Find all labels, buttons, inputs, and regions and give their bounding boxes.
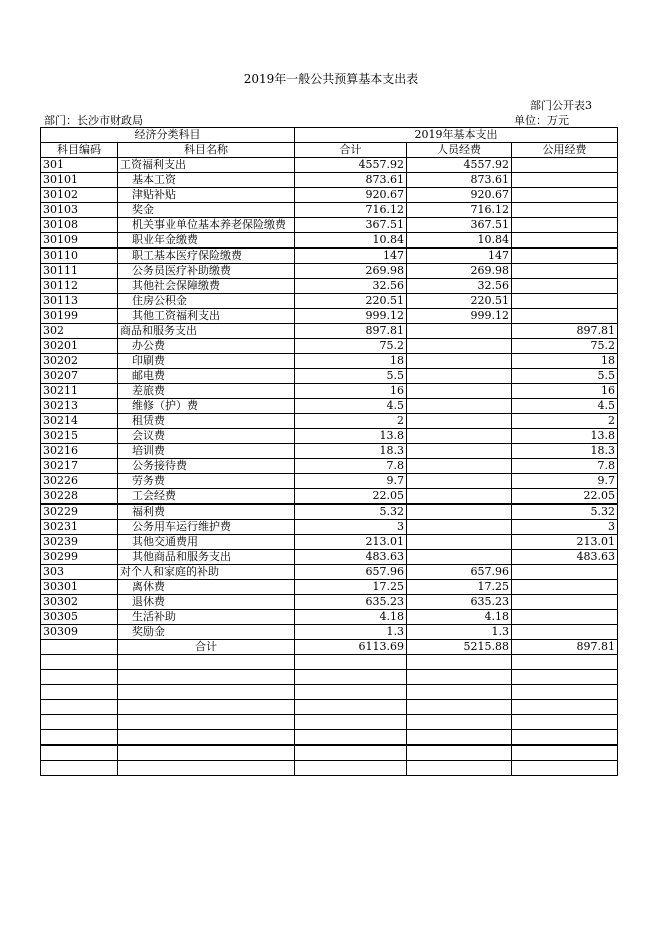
cell-public [512,158,618,173]
cell-name: 生活补助 [118,610,295,625]
cell-total: 18 [295,354,407,369]
cell-name: 印刷费 [118,354,295,369]
table-row [41,324,618,339]
cell-public [512,595,618,610]
cell-code: 30201 [41,339,118,354]
cell-personnel: 269.98 [407,264,512,279]
cell-total: 3 [295,520,407,535]
empty-cell [295,745,407,761]
empty-cell [295,670,407,685]
empty-cell [41,700,118,715]
cell-code: 30111 [41,264,118,279]
header-name: 科目名称 [118,143,295,158]
cell-code: 30239 [41,535,118,550]
cell-code: 30228 [41,489,118,505]
cell-code: 302 [41,324,118,339]
cell-name: 公务接待费 [118,459,295,474]
table-row [41,414,618,429]
cell-code: 30101 [41,173,118,188]
cell-personnel [407,339,512,354]
empty-cell [118,745,295,761]
empty-cell [118,715,295,730]
cell-total: 5.5 [295,369,407,384]
cell-personnel [407,399,512,414]
cell-personnel [407,414,512,429]
empty-cell [295,685,407,700]
cell-name: 邮电费 [118,369,295,384]
empty-cell [407,700,512,715]
cell-personnel [407,429,512,444]
header-group-row [41,128,618,143]
cell-code: 30309 [41,625,118,640]
summary-row [41,640,618,655]
empty-cell [41,685,118,700]
cell-total: 10.84 [295,233,407,249]
table-row [41,203,618,218]
cell-name: 会议费 [118,429,295,444]
cell-name: 津贴补贴 [118,188,295,203]
cell-personnel [407,444,512,459]
empty-cell [512,745,618,761]
table-row [41,369,618,384]
cell-name: 公务用车运行维护费 [118,520,295,535]
cell-public: 4.5 [512,399,618,414]
header-code: 科目编码 [41,143,118,158]
cell-total: 5.32 [295,504,407,520]
empty-cell [407,655,512,670]
cell-personnel: 657.96 [407,565,512,580]
cell-code: 30113 [41,294,118,309]
cell-name: 住房公积金 [118,294,295,309]
cell-code: 30214 [41,414,118,429]
cell-personnel [407,489,512,505]
cell-public [512,203,618,218]
cell-personnel: 4557.92 [407,158,512,173]
cell-personnel: 367.51 [407,218,512,233]
empty-cell [407,670,512,685]
cell-code: 30299 [41,550,118,565]
cell-total: 16 [295,384,407,399]
empty-cell [295,655,407,670]
cell-public [512,625,618,640]
cell-name: 对个人和家庭的补助 [118,565,295,580]
table-row [41,535,618,550]
empty-cell [512,730,618,746]
table-row [41,429,618,444]
cell-name: 租赁费 [118,414,295,429]
cell-public [512,294,618,309]
table-row [41,550,618,565]
table-row [41,309,618,324]
cell-public [512,233,618,249]
cell-public: 5.32 [512,504,618,520]
table-row [41,248,618,264]
empty-cell [118,670,295,685]
cell-total: 367.51 [295,218,407,233]
cell-public: 9.7 [512,474,618,489]
header-group-right: 2019年基本支出 [295,128,618,143]
summary-label: 合计 [118,640,295,655]
cell-name: 公务员医疗补助缴费 [118,264,295,279]
cell-code: 30103 [41,203,118,218]
cell-total: 897.81 [295,324,407,339]
cell-name: 奖金 [118,203,295,218]
cell-personnel: 147 [407,248,512,264]
empty-cell [512,715,618,730]
department-label: 部门：长沙市财政局 [44,114,143,127]
cell-public: 897.81 [512,324,618,339]
empty-cell [118,700,295,715]
cell-name: 机关事业单位基本养老保险缴费 [118,218,295,233]
cell-total: 213.01 [295,535,407,550]
cell-personnel: 220.51 [407,294,512,309]
cell-total: 1.3 [295,625,407,640]
cell-personnel [407,504,512,520]
empty-cell [118,655,295,670]
cell-public [512,565,618,580]
cell-total: 75.2 [295,339,407,354]
cell-name: 维修（护）费 [118,399,295,414]
empty-cell [407,730,512,746]
cell-total: 999.12 [295,309,407,324]
form-number: 部门公开表3 [530,99,592,112]
empty-cell [41,715,118,730]
summary-public: 897.81 [512,640,618,655]
empty-cell [295,730,407,746]
cell-name: 其他交通费用 [118,535,295,550]
cell-total: 2 [295,414,407,429]
cell-total: 13.8 [295,429,407,444]
cell-personnel [407,369,512,384]
report-title: 2019年一般公共预算基本支出表 [243,72,419,86]
cell-code: 30108 [41,218,118,233]
empty-row [41,730,618,746]
cell-code: 301 [41,158,118,173]
table-row [41,520,618,535]
header-column-row [41,143,618,158]
cell-personnel [407,474,512,489]
empty-row [41,670,618,685]
cell-total: 635.23 [295,595,407,610]
table-row [41,399,618,414]
empty-row [41,715,618,730]
header-group-left: 经济分类科目 [41,128,295,143]
table-row [41,474,618,489]
empty-row [41,685,618,700]
cell-total: 22.05 [295,489,407,505]
table-row [41,384,618,399]
cell-name: 其他商品和服务支出 [118,550,295,565]
table-row [41,565,618,580]
cell-public: 213.01 [512,535,618,550]
cell-code: 30109 [41,233,118,249]
cell-personnel: 716.12 [407,203,512,218]
cell-code: 30110 [41,248,118,264]
cell-name: 差旅费 [118,384,295,399]
table-row [41,218,618,233]
cell-personnel: 999.12 [407,309,512,324]
empty-cell [41,730,118,746]
cell-public: 75.2 [512,339,618,354]
cell-personnel: 4.18 [407,610,512,625]
cell-public: 7.8 [512,459,618,474]
header-total: 合计 [295,143,407,158]
cell-public [512,309,618,324]
cell-public: 18.3 [512,444,618,459]
cell-personnel: 32.56 [407,279,512,294]
table-row [41,339,618,354]
table-row [41,173,618,188]
cell-code: 30112 [41,279,118,294]
empty-cell [407,685,512,700]
cell-total: 716.12 [295,203,407,218]
cell-name: 职工基本医疗保险缴费 [118,248,295,264]
cell-name: 劳务费 [118,474,295,489]
cell-public [512,173,618,188]
empty-cell [41,745,118,761]
cell-total: 32.56 [295,279,407,294]
cell-personnel: 10.84 [407,233,512,249]
cell-code: 30229 [41,504,118,520]
header-public: 公用经费 [512,143,618,158]
cell-public [512,248,618,264]
empty-cell [41,761,118,776]
cell-total: 4.5 [295,399,407,414]
cell-public: 13.8 [512,429,618,444]
cell-personnel [407,384,512,399]
cell-code: 30301 [41,580,118,595]
table-row [41,504,618,520]
cell-personnel [407,459,512,474]
empty-cell [407,761,512,776]
empty-cell [295,715,407,730]
empty-cell [407,745,512,761]
cell-total: 873.61 [295,173,407,188]
table-row [41,580,618,595]
empty-cell [407,715,512,730]
table-row [41,233,618,249]
table-row [41,294,618,309]
summary-total: 6113.69 [295,640,407,655]
empty-cell [118,730,295,746]
table-row [41,188,618,203]
table-row [41,595,618,610]
cell-total: 657.96 [295,565,407,580]
empty-row [41,761,618,776]
empty-row [41,745,618,761]
cell-name: 其他工资福利支出 [118,309,295,324]
cell-public: 18 [512,354,618,369]
cell-public: 22.05 [512,489,618,505]
cell-code: 30305 [41,610,118,625]
cell-personnel [407,324,512,339]
table-row [41,610,618,625]
cell-total: 483.63 [295,550,407,565]
cell-name: 工会经费 [118,489,295,505]
cell-total: 920.67 [295,188,407,203]
expenditure-table [40,127,618,776]
table-row [41,158,618,173]
table-row [41,264,618,279]
header-personnel: 人员经费 [407,143,512,158]
cell-code: 30215 [41,429,118,444]
cell-code: 30226 [41,474,118,489]
cell-code: 30213 [41,399,118,414]
empty-cell [295,700,407,715]
cell-name: 福利费 [118,504,295,520]
empty-cell [512,655,618,670]
empty-cell [118,685,295,700]
cell-code: 30302 [41,595,118,610]
cell-name: 办公费 [118,339,295,354]
empty-cell [512,761,618,776]
cell-personnel: 1.3 [407,625,512,640]
summary-code [41,640,118,655]
cell-public: 483.63 [512,550,618,565]
cell-code: 30217 [41,459,118,474]
cell-public [512,580,618,595]
table-row [41,625,618,640]
cell-personnel: 17.25 [407,580,512,595]
cell-personnel: 920.67 [407,188,512,203]
empty-cell [118,761,295,776]
cell-public [512,218,618,233]
cell-public: 16 [512,384,618,399]
cell-code: 30199 [41,309,118,324]
cell-personnel: 873.61 [407,173,512,188]
empty-cell [512,700,618,715]
cell-total: 18.3 [295,444,407,459]
cell-total: 7.8 [295,459,407,474]
cell-public [512,610,618,625]
cell-public: 2 [512,414,618,429]
cell-code: 303 [41,565,118,580]
cell-name: 培训费 [118,444,295,459]
cell-total: 147 [295,248,407,264]
cell-total: 4557.92 [295,158,407,173]
cell-code: 30207 [41,369,118,384]
empty-cell [295,761,407,776]
table-row [41,459,618,474]
cell-name: 其他社会保障缴费 [118,279,295,294]
empty-cell [512,685,618,700]
cell-total: 9.7 [295,474,407,489]
cell-code: 30202 [41,354,118,369]
cell-name: 商品和服务支出 [118,324,295,339]
empty-row [41,700,618,715]
empty-cell [41,670,118,685]
empty-row [41,655,618,670]
cell-total: 269.98 [295,264,407,279]
cell-public [512,188,618,203]
cell-personnel [407,535,512,550]
cell-public [512,264,618,279]
cell-name: 退休费 [118,595,295,610]
cell-code: 30102 [41,188,118,203]
cell-code: 30216 [41,444,118,459]
cell-total: 17.25 [295,580,407,595]
table-row [41,354,618,369]
table-row [41,444,618,459]
cell-name: 基本工资 [118,173,295,188]
empty-cell [41,655,118,670]
cell-name: 离休费 [118,580,295,595]
cell-code: 30211 [41,384,118,399]
cell-code: 30231 [41,520,118,535]
cell-name: 工资福利支出 [118,158,295,173]
summary-personnel: 5215.88 [407,640,512,655]
cell-public [512,279,618,294]
cell-public: 5.5 [512,369,618,384]
cell-personnel: 635.23 [407,595,512,610]
cell-personnel [407,550,512,565]
table-row [41,489,618,505]
cell-total: 220.51 [295,294,407,309]
cell-personnel [407,520,512,535]
cell-public: 3 [512,520,618,535]
cell-name: 职业年金缴费 [118,233,295,249]
cell-personnel [407,354,512,369]
table-row [41,279,618,294]
cell-name: 奖励金 [118,625,295,640]
empty-cell [512,670,618,685]
cell-total: 4.18 [295,610,407,625]
unit-label: 单位：万元 [514,114,569,127]
